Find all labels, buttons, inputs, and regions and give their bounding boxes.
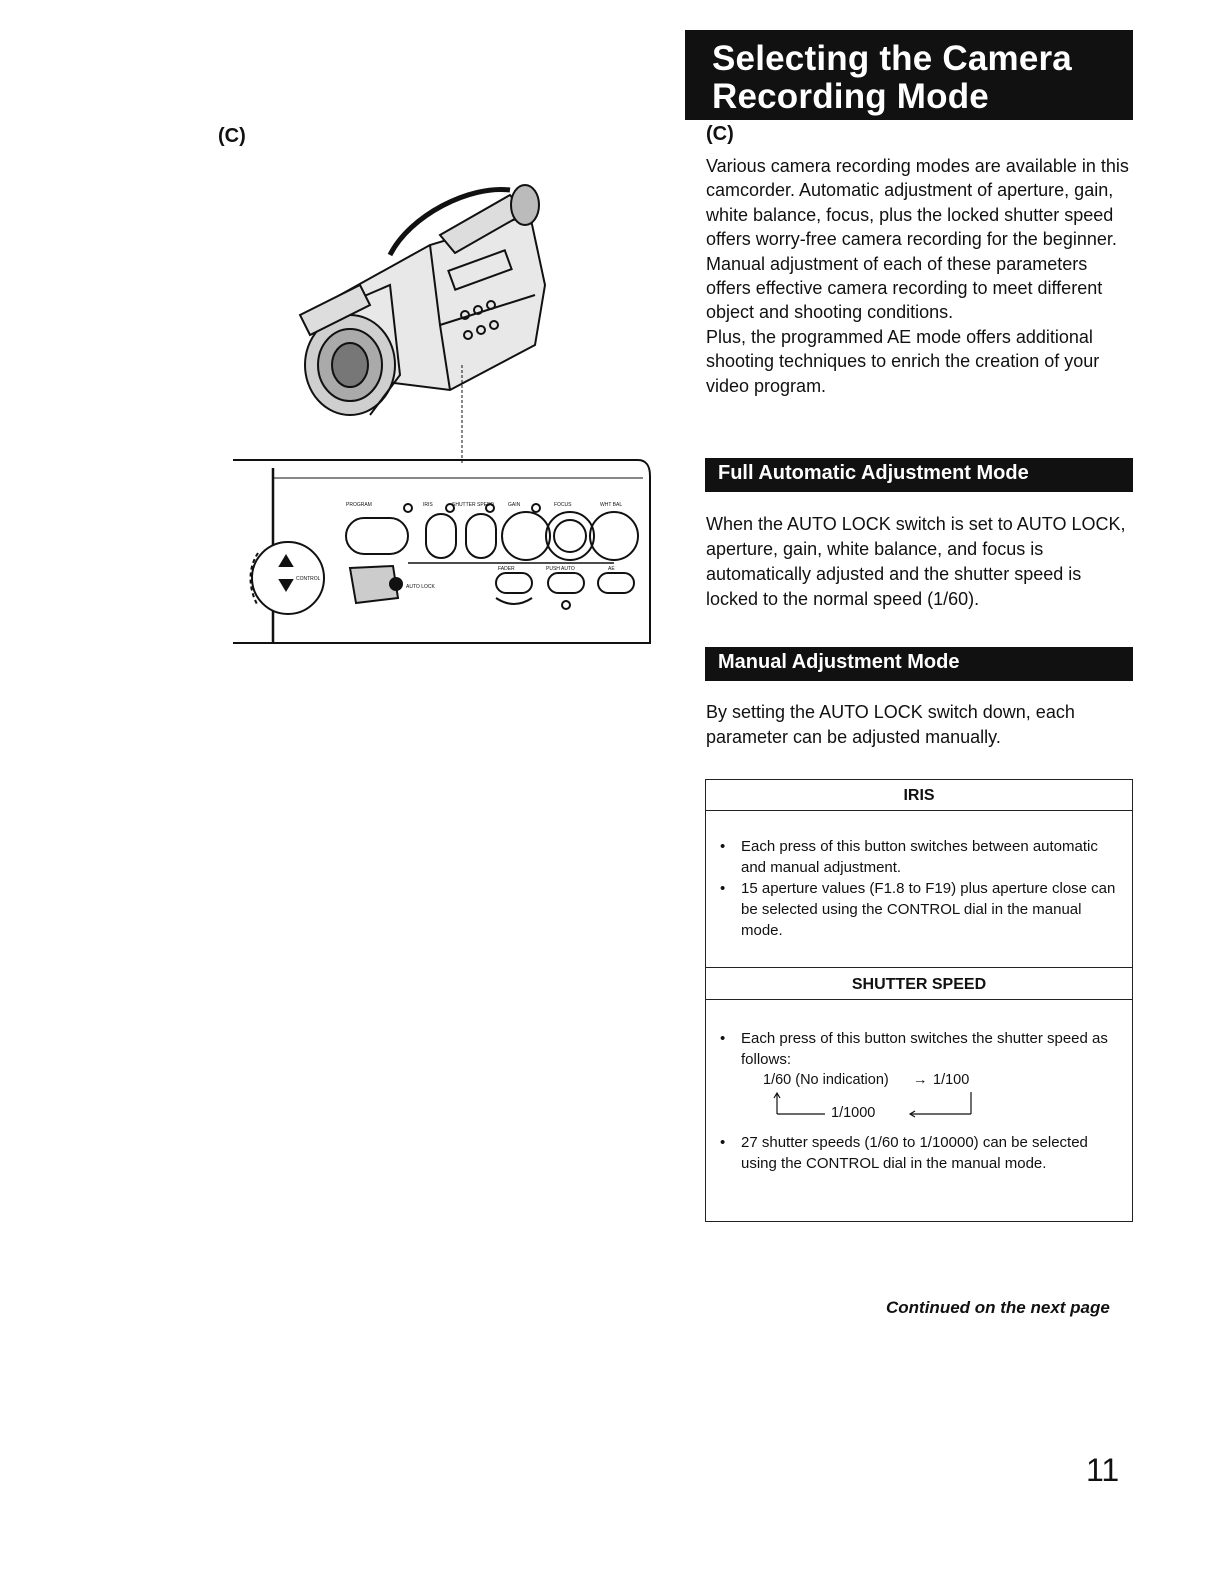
page-title-line1: Selecting the Camera [712, 39, 1072, 78]
section-text-manual: By setting the AUTO LOCK switch down, each parameter can be adjusted manually. [706, 702, 1075, 747]
continued-note: Continued on the next page [886, 1298, 1110, 1317]
iris-bullet-2: • 15 aperture values (F1.8 to F19) plus aperture close can be selected using the CONTROL dial in the manual mode. [718, 878, 1118, 941]
shutter-sequence-diagram [763, 1072, 1023, 1122]
iris-label: IRIS [423, 502, 433, 508]
fader-label: FADER [498, 566, 515, 572]
figure-reference-left: (C) [218, 125, 246, 147]
focus-label: FOCUS [554, 502, 572, 508]
page-title [685, 30, 1133, 120]
intro-text [706, 154, 1131, 398]
shutter-seq-start: 1/60 (No indication) [763, 1072, 889, 1088]
push-auto-label: PUSH AUTO [546, 566, 575, 572]
shutter-seq-return: 1/1000 [831, 1105, 876, 1121]
section-heading-full-auto: Full Automatic Adjustment Mode [705, 458, 1133, 492]
shutter-speed-heading: SHUTTER SPEED [706, 967, 1132, 1000]
iris-heading: IRIS [706, 780, 1132, 811]
arrow-right-icon: → [913, 1072, 928, 1088]
iris-bullet-1: • Each press of this button switches between automatic and manual adjustment. [718, 836, 1118, 878]
shutter-description-2 [718, 1132, 1118, 1174]
page-title-line2: Recording Mode [712, 77, 989, 116]
control-panel-illustration [228, 448, 658, 658]
iris-description [718, 836, 1118, 941]
section-text-full-auto: When the AUTO LOCK switch is set to AUTO LOCK, aperture, gain, white balance, and focus is automatically adjusted and the shutter speed is locked to the normal speed (1/60). [706, 514, 1126, 609]
gain-label: GAIN [508, 502, 521, 508]
shutter-seq-next: 1/100 [933, 1072, 970, 1088]
section-heading-manual: Manual Adjustment Mode [705, 647, 1133, 681]
feature-table [705, 779, 1133, 1222]
figure-reference-right: (C) [706, 123, 734, 145]
shutter-bullet-2: • 27 shutter speeds (1/60 to 1/10000) can be selected using the CONTROL dial in the manual mode. [718, 1132, 1118, 1174]
white-bal-label: WHT BAL [600, 502, 623, 508]
auto-lock-label: AUTO LOCK [406, 584, 435, 590]
intro-paragraph-1: Various camera recording modes are available in this camcorder. Automatic adjustment of aperture, gain, white balance, focus, plus the locked shutter speed offers worry-free camera recording for the beginner. Manual adjustment of each of these parameters offers effective camera recording to meet different object and shooting conditions. [706, 156, 1129, 323]
control-label: CONTROL [296, 576, 321, 582]
intro-paragraph-2: Plus, the programmed AE mode offers additional shooting techniques to enrich the creation of your video program. [706, 326, 1100, 396]
page-number: 11 [1086, 1452, 1120, 1488]
shutter-description [718, 1028, 1118, 1070]
camcorder-illustration [280, 175, 580, 465]
ae-label: AE [608, 566, 615, 572]
shutter-bullet-1: • Each press of this button switches the shutter speed as follows: [718, 1028, 1118, 1070]
program-label: PROGRAM [346, 502, 372, 508]
shutter-speed-label: SHUTTER SPEED [452, 502, 494, 508]
